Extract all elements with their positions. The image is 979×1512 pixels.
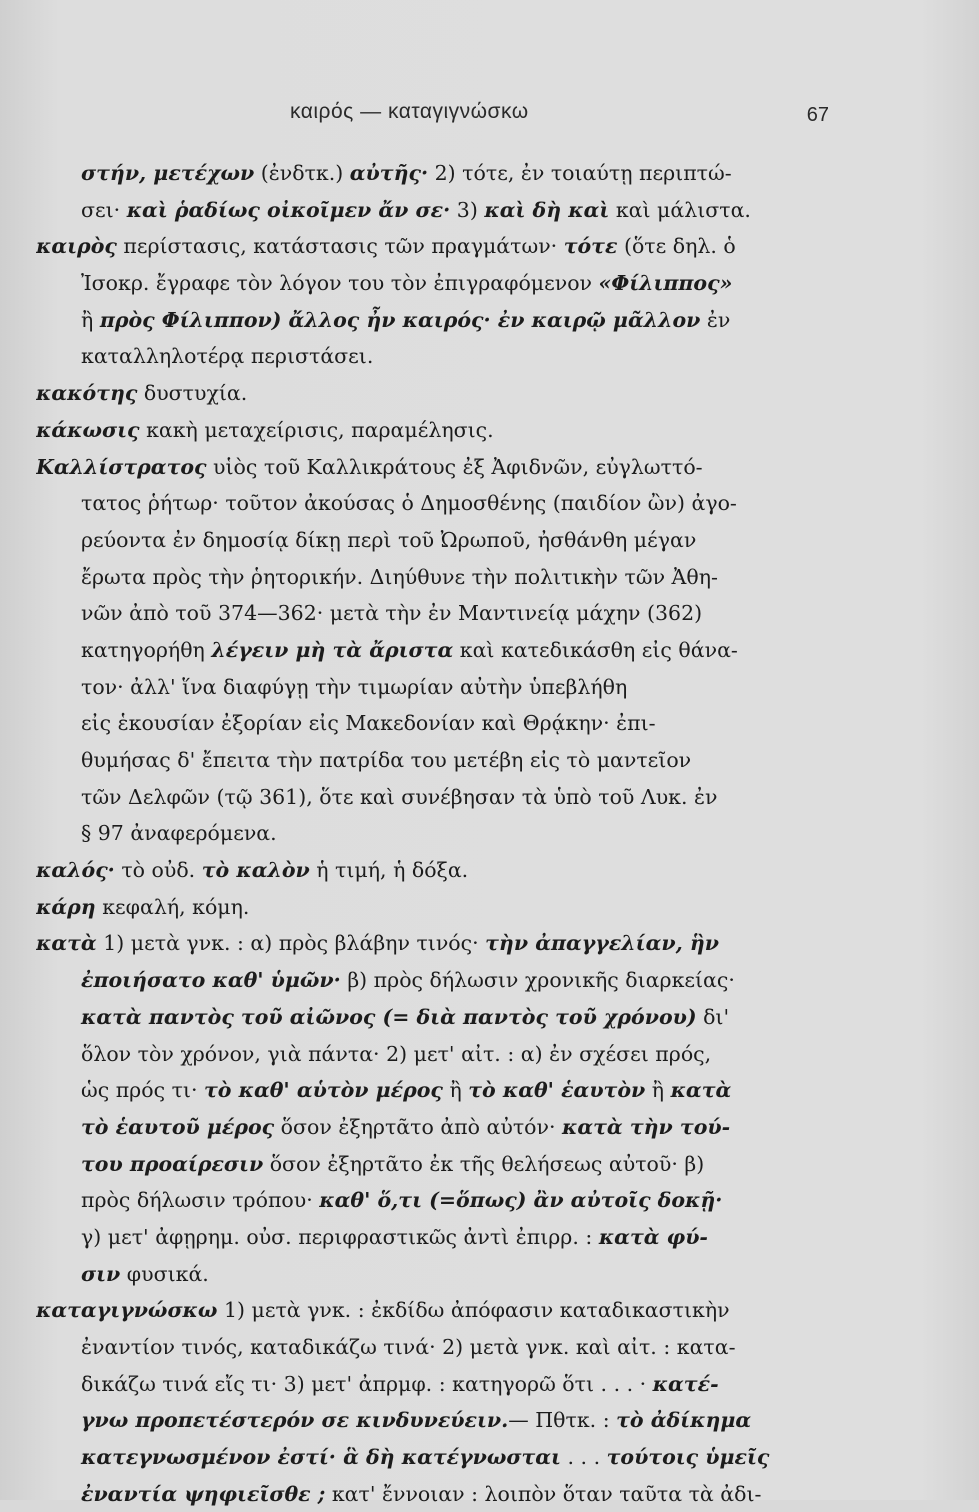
text-line <box>36 1109 844 1146</box>
text-line <box>36 302 844 339</box>
text-span: γ) μετ' ἀφῃρημ. οὐσ. περιφραστικῶς ἀντὶ ἐπιρρ. : <box>81 1224 599 1249</box>
text-span: . . . <box>560 1445 607 1470</box>
text-span: ἐναντίον τινός, καταδικάζω τινά· 2) μετὰ γνκ. καὶ αἰτ. : κατα- <box>81 1335 736 1359</box>
text-span: σει· <box>81 197 127 222</box>
text-span: 1) μετὰ γνκ. : α) πρὸς βλάβην τινός· <box>96 931 486 956</box>
lemma-bold-text: κακότης <box>36 381 138 406</box>
lemma-bold-text: καὶ ῥαδίως οἰκοῖμεν ἄν σε· <box>126 197 451 222</box>
text-span: τῶν Δελφῶν (τῷ 361), ὅτε καὶ συνέβησαν τὰ ὑπὸ τοῦ Λυκ. ἐν <box>81 784 718 809</box>
text-span: 3) <box>450 197 485 222</box>
text-line <box>36 1219 844 1256</box>
lemma-bold-text: τὸ καθ' ἑαυτὸν <box>468 1078 646 1103</box>
text-line <box>36 889 844 926</box>
lemma-bold-text: γνω προπετέστερόν σε κινδυνεύειν. <box>81 1408 509 1433</box>
lemma-bold-text: Καλλίστρατος <box>36 454 207 479</box>
text-line <box>36 192 844 229</box>
lemma-bold-text: πρὸς Φίλιππον) ἄλλος ἦν καιρός· ἐν καιρῷ μᾶλλον <box>99 307 701 332</box>
text-line <box>36 1439 844 1476</box>
lemma-bold-text: τὸ ἀδίκημα <box>616 1408 752 1433</box>
text-span: κατ' ἔννοιαν : λοιπὸν ὅταν ταῦτα τὰ ἀδι- <box>325 1481 762 1506</box>
text-line <box>36 228 844 265</box>
lemma-bold-text: καθ' ὅ,τι (=ὅπως) ἂν αὐτοῖς δοκῇ· <box>319 1188 723 1213</box>
text-line <box>36 1402 844 1439</box>
text-line <box>36 485 844 522</box>
text-line <box>36 449 844 486</box>
text-span: κεφαλή, κόμη. <box>95 894 250 919</box>
lemma-bold-text: κατὰ παντὸς τοῦ αἰῶνος (= διὰ παντὸς τοῦ χρόνου) <box>81 1004 697 1029</box>
text-line <box>36 1366 844 1403</box>
text-span: ὅσον ἐξηρτᾶτο ἀπὸ αὐτόν· <box>274 1114 562 1139</box>
text-span: 2) τότε, ἐν τοιαύτῃ περιπτώ- <box>428 161 732 185</box>
text-line <box>36 1146 844 1183</box>
text-span: καταλληλοτέρᾳ περιστάσει. <box>81 344 374 369</box>
lemma-bold-text: καλός· <box>36 858 115 883</box>
text-line <box>36 595 844 632</box>
lemma-bold-text: σιν <box>81 1261 121 1286</box>
lemma-bold-text: λέγειν μὴ τὰ ἄριστα <box>211 637 454 662</box>
lemma-bold-text: τότε <box>563 234 618 259</box>
lemma-bold-text: κατέ- <box>652 1371 719 1396</box>
text-span: καὶ μάλιστα. <box>609 197 751 222</box>
text-span: (ὅτε δηλ. ὁ <box>617 234 736 259</box>
text-span: ἢ <box>442 1078 469 1103</box>
text-line <box>36 962 844 999</box>
text-span: § 97 ἀναφερόμενα. <box>81 821 277 846</box>
lemma-bold-text: κατὰ φύ- <box>598 1224 708 1249</box>
running-head: καιρός — καταγιγνώσκω <box>290 100 529 123</box>
lemma-bold-text: καιρὸς <box>36 234 117 259</box>
text-line <box>36 338 844 375</box>
text-line <box>36 742 844 779</box>
lemma-bold-text: «Φίλιππος» <box>598 271 733 296</box>
text-span: δυστυχία. <box>137 381 248 406</box>
text-line <box>36 779 844 816</box>
text-span: ὅσον ἐξηρτᾶτο ἐκ τῆς θελήσεως αὐτοῦ· β) <box>263 1151 705 1176</box>
text-line <box>36 375 844 412</box>
text-span: εἰς ἑκουσίαν ἐξορίαν εἰς Μακεδονίαν καὶ Θρᾴκην· ἐπι- <box>81 711 656 736</box>
text-span: τὸ οὐδ. <box>114 858 202 883</box>
text-span: — Πθτκ. : <box>508 1408 617 1433</box>
text-line <box>36 265 844 302</box>
lemma-bold-text: τούτοις ὑμεῖς <box>606 1445 770 1470</box>
text-span: φυσικά. <box>120 1261 209 1286</box>
text-line <box>36 669 844 706</box>
text-span: Ἰσοκρ. ἔγραφε τὸν λόγον του τὸν ἐπιγραφόμενον <box>81 271 599 296</box>
lemma-bold-text: τὸ καθ' αὑτὸν μέρος <box>204 1078 443 1103</box>
text-span: θυμήσας δ' ἔπειτα τὴν πατρίδα του μετέβη εἰς τὸ μαντεῖον <box>81 748 692 772</box>
lemma-bold-text: καὶ δὴ καὶ <box>484 197 610 222</box>
text-span: ρεύοντα ἐν δημοσίᾳ δίκῃ περὶ τοῦ Ὠρωποῦ, ἠσθάνθη μέγαν <box>81 527 697 552</box>
lemma-bold-text: τὸ καλὸν <box>201 858 310 883</box>
text-line <box>36 815 844 852</box>
lemma-bold-text: κατεγνωσμένον ἐστί· ἃ δὴ κατέγνωσται <box>81 1445 561 1470</box>
text-span: υἱὸς τοῦ Καλλικράτους ἐξ Ἀφιδνῶν, εὐγλωττό- <box>206 454 703 479</box>
text-span: κατηγορήθη <box>81 637 212 662</box>
lemma-bold-text: κατὰ <box>670 1078 732 1103</box>
dictionary-text <box>36 155 844 1512</box>
text-span: ἢ <box>81 307 100 332</box>
text-span: ἐν <box>700 307 731 332</box>
text-span: πρὸς δήλωσιν τρόπου· <box>81 1188 320 1213</box>
text-line <box>36 705 844 742</box>
text-line <box>36 1036 844 1073</box>
text-span: δικάζω τινά εἴς τι· 3) μετ' ἀπρμφ. : κατηγορῶ ὅτι . . . · <box>81 1371 653 1396</box>
text-span: ὡς πρός τι· <box>81 1078 204 1103</box>
text-line <box>36 412 844 449</box>
lemma-bold-text: ἐποιήσατο καθ' ὑμῶν· <box>81 968 341 993</box>
text-span: κακὴ μεταχείρισις, παραμέλησις. <box>139 417 494 442</box>
text-line <box>36 522 844 559</box>
lemma-bold-text: καταγιγνώσκω <box>36 1298 218 1323</box>
text-line <box>36 155 844 192</box>
lemma-bold-text: αὐτῆς· <box>349 161 429 185</box>
lemma-bold-text: κάρη <box>36 894 96 919</box>
lemma-bold-text: κάκωσις <box>36 417 140 442</box>
lemma-bold-text: τὴν ἀπαγγελίαν, ἣν <box>485 931 719 956</box>
text-span: περίστασις, κατάστασις τῶν πραγμάτων· <box>116 234 564 259</box>
text-line <box>36 925 844 962</box>
text-span: ὅλον τὸν χρόνον, γιὰ πάντα· 2) μετ' αἰτ. : α) ἐν σχέσει πρός, <box>81 1041 712 1066</box>
text-line <box>36 999 844 1036</box>
lemma-bold-text: του προαίρεσιν <box>81 1151 264 1176</box>
lemma-bold-text: τὸ ἑαυτοῦ μέρος <box>81 1114 275 1139</box>
lemma-bold-text: στήν, μετέχων <box>81 161 255 185</box>
text-line <box>36 852 844 889</box>
text-span: ἢ <box>645 1078 671 1103</box>
text-span: δι' <box>696 1004 730 1029</box>
page-number: 67 <box>806 104 829 126</box>
text-line <box>36 1182 844 1219</box>
text-span: ἔρωτα πρὸς τὴν ῥητορικήν. Διηύθυνε τὴν πολιτικὴν τῶν Ἀθη- <box>81 564 718 589</box>
lemma-bold-text: ἐναντία ψηφιεῖσθε ; <box>81 1481 326 1506</box>
lemma-bold-text: κατὰ τὴν τού- <box>562 1114 731 1139</box>
text-span: β) πρὸς δήλωσιν χρονικῆς διαρκείας· <box>340 968 735 993</box>
text-span: καὶ κατεδικάσθη εἰς θάνα- <box>453 637 738 662</box>
text-span: ἡ τιμή, ἡ δόξα. <box>309 858 469 883</box>
text-span: τον· ἀλλ' ἵνα διαφύγῃ τὴν τιμωρίαν αὐτὴν ὑπεβλήθη <box>81 674 628 699</box>
text-span: (ἐνδτκ.) <box>254 161 350 185</box>
text-line <box>36 1072 844 1109</box>
text-line <box>36 1329 844 1366</box>
text-line <box>36 559 844 596</box>
text-span: νῶν ἀπὸ τοῦ 374—362· μετὰ τὴν ἐν Μαντινείᾳ μάχην (362) <box>81 601 703 626</box>
lemma-bold-text: κατὰ <box>36 931 97 956</box>
text-span: 1) μετὰ γνκ. : ἐκδίδω ἀπόφασιν καταδικαστικὴν <box>217 1298 730 1323</box>
text-line <box>36 1256 844 1293</box>
text-line <box>36 1292 844 1329</box>
text-line <box>36 1476 844 1512</box>
text-line <box>36 632 844 669</box>
text-span: τατος ῥήτωρ· τοῦτον ἀκούσας ὁ Δημοσθένης (παιδίον ὢν) ἀγο- <box>81 491 737 516</box>
